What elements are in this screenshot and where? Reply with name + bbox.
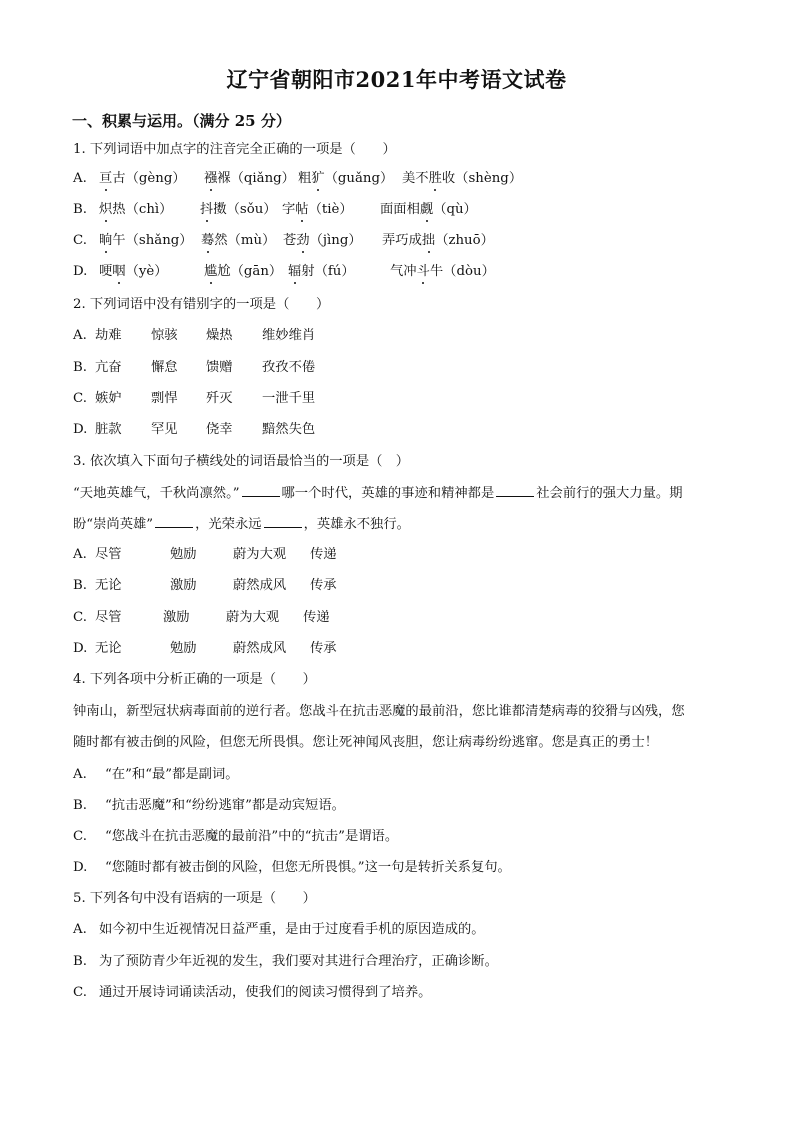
word: 剽悍 xyxy=(151,391,178,406)
q4-passage-line-1: 钟南山，新型冠状病毒面前的逆行者。您战斗在抗击恶魔的最前沿，您比谁都清楚病毒的狡猾与凶残，您 xyxy=(73,704,685,719)
option-label: A. xyxy=(73,547,87,562)
word: 侥幸 xyxy=(206,422,233,437)
q1-option-b xyxy=(73,201,477,219)
q3-option-c: C. 尽管 激励 蔚为大观 传递 xyxy=(73,610,330,625)
option-label: B. xyxy=(73,360,87,375)
word: 脏款 xyxy=(95,422,122,437)
option-label: C. xyxy=(73,985,87,1000)
q4-option-a: A. “在”和“最”都是副词。 xyxy=(73,767,239,782)
q2-option-a xyxy=(73,327,316,345)
word: 劫难 xyxy=(95,328,122,343)
q3-option-b: B. 无论 激励 蔚然成风 传承 xyxy=(73,578,337,593)
pinyin-item: 粗犷（guǎng） xyxy=(298,171,394,186)
option-label: A. xyxy=(73,767,87,782)
option-label: C. xyxy=(73,391,87,406)
q1-option-a xyxy=(73,170,523,188)
question-5-stem: 5. 下列各句中没有语病的一项是（ ） xyxy=(73,891,316,906)
pinyin-item: 抖擞（sǒu） xyxy=(200,202,277,217)
option-label: A. xyxy=(73,328,87,343)
word: 罕见 xyxy=(151,422,178,437)
option-label: C. xyxy=(73,233,87,248)
option-label: D. xyxy=(73,264,88,279)
q4-option-b: B. “抗击恶魔”和“纷纷逃窜”都是动宾短语。 xyxy=(73,798,345,813)
option-label: D. xyxy=(73,422,88,437)
pinyin-item: 辐射（fú） xyxy=(288,264,355,279)
fill-blank xyxy=(264,515,302,528)
pinyin-item: 美不胜收（shèng） xyxy=(402,171,523,186)
q3-option-d: D. 无论 勉励 蔚然成风 传承 xyxy=(73,641,337,656)
word: 嫉妒 xyxy=(95,391,122,406)
word: 馈赠 xyxy=(206,360,233,375)
pinyin-item: 尴尬（gān） xyxy=(204,264,283,279)
pinyin-item: 气冲斗牛（dòu） xyxy=(390,264,495,279)
fill-blank xyxy=(155,515,193,528)
option-label: B. xyxy=(73,202,87,217)
option-label: A. xyxy=(73,171,87,186)
q3-option-a: A. 尽管 勉励 蔚为大观 传递 xyxy=(73,547,337,562)
q2-option-c xyxy=(73,390,316,408)
question-4-stem: 4. 下列各项中分析正确的一项是（ ） xyxy=(73,672,316,687)
option-label: D. xyxy=(73,641,88,656)
option-label: B. xyxy=(73,578,87,593)
option-label: B. xyxy=(73,954,87,969)
q3-passage-line-2: 盼“崇尚英雄” ，光荣永远 ，英雄永不独行。 xyxy=(73,517,410,532)
q2-option-b xyxy=(73,359,316,377)
fill-blank xyxy=(496,484,534,497)
word: 一泄千里 xyxy=(262,391,316,406)
question-1-stem: 1. 下列词语中加点字的注音完全正确的一项是（ ） xyxy=(73,142,396,157)
q4-passage-line-2: 随时都有被击倒的风险，但您无所畏惧。您让死神闻风丧胆，您让病毒纷纷逃窜。您是真正的勇士！ xyxy=(73,735,659,750)
pinyin-item: 晌午（shǎng） xyxy=(99,233,193,248)
pinyin-item: 炽热（chì） xyxy=(99,202,173,217)
pinyin-item: 字帖（tiè） xyxy=(282,202,353,217)
word: 歼灭 xyxy=(206,391,233,406)
q5-option-a: A. 如今初中生近视情况日益严重，是由于过度看手机的原因造成的。 xyxy=(73,922,485,937)
question-3-stem: 3. 依次填入下面句子横线处的词语最恰当的一项是（ ） xyxy=(73,454,410,469)
pinyin-item: 襁褓（qiǎng） xyxy=(204,171,295,186)
option-label: B. xyxy=(73,798,87,813)
word: 黯然失色 xyxy=(262,422,316,437)
pinyin-item: 苍劲（jìng） xyxy=(283,233,362,248)
q5-option-c: C. 通过开展诗词诵读活动，使我们的阅读习惯得到了培养。 xyxy=(73,985,432,1000)
pinyin-item: 蓦然（mù） xyxy=(201,233,276,248)
fill-blank xyxy=(242,484,280,497)
word: 维妙维肖 xyxy=(262,328,316,343)
option-label: D. xyxy=(73,860,88,875)
q4-option-d: D. “您随时都有被击倒的风险，但您无所畏惧。”这一句是转折关系复句。 xyxy=(73,860,511,875)
q4-option-c: C. “您战斗在抗击恶魔的最前沿”中的“抗击”是谓语。 xyxy=(73,829,399,844)
q3-passage-line-1: “天地英雄气，千秋尚凛然。” 哪一个时代，英雄的事迹和精神都是 社会前行的强大力量。期 xyxy=(73,486,683,501)
pinyin-item: 弄巧成拙（zhuō） xyxy=(382,233,494,248)
q1-option-c xyxy=(73,232,494,250)
q2-option-d xyxy=(73,421,316,439)
page-title: 辽宁省朝阳市2021年中考语文试卷 xyxy=(226,67,567,92)
word: 亢奋 xyxy=(95,360,122,375)
question-2-stem: 2. 下列词语中没有错别字的一项是（ ） xyxy=(73,297,330,312)
pinyin-item: 哽咽（yè） xyxy=(99,264,168,279)
word: 懈怠 xyxy=(151,360,178,375)
section-heading: 一、积累与运用。（满分 25 分） xyxy=(72,112,291,130)
word: 燥热 xyxy=(206,328,233,343)
word: 惊骇 xyxy=(151,328,178,343)
option-label: C. xyxy=(73,829,87,844)
option-label: A. xyxy=(73,922,87,937)
pinyin-item: 面面相觑（qù） xyxy=(380,202,477,217)
q1-option-d xyxy=(73,263,495,281)
word: 孜孜不倦 xyxy=(262,360,316,375)
pinyin-item: 亘古（gèng） xyxy=(99,171,186,186)
q5-option-b: B. 为了预防青少年近视的发生，我们要对其进行合理治疗，正确诊断。 xyxy=(73,954,498,969)
option-label: C. xyxy=(73,610,87,625)
